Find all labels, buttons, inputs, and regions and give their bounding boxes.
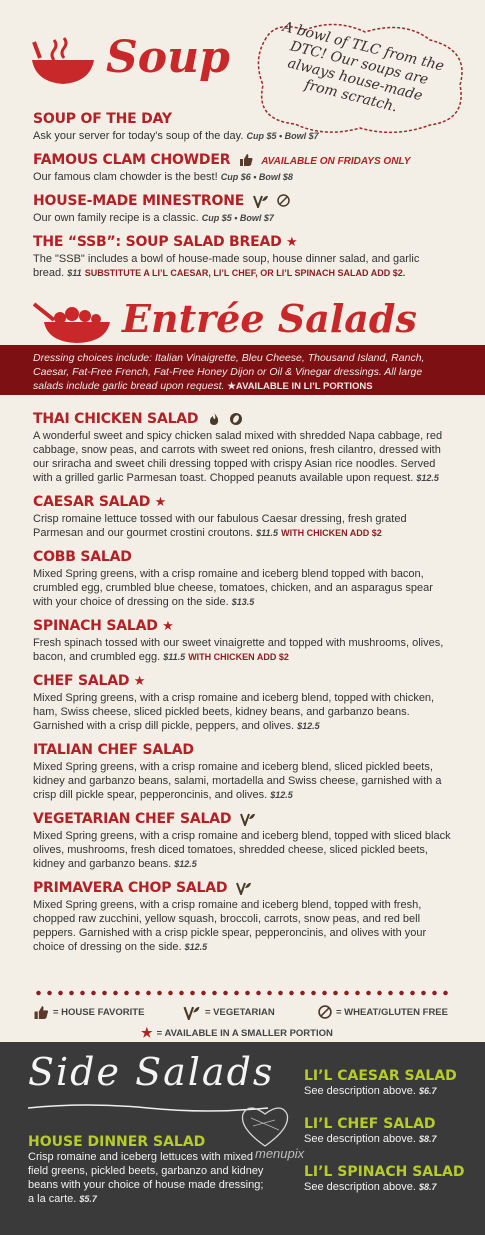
legend-gluten <box>318 1005 448 1019</box>
flourish-decoration <box>28 1102 268 1114</box>
gluten-free-icon <box>277 194 290 207</box>
entree-item <box>33 879 453 954</box>
entree-list <box>33 410 453 962</box>
smaller-portion-star-icon: ★ <box>162 618 174 633</box>
entree-item <box>33 741 453 802</box>
item-desc: Mixed Spring greens, with a crisp romaine and iceberg blend, sliced pickled beets, kidney and garbanzo beans, salami, mortadella and Swiss cheese, garnished with a crisp dill pickle spear, pepperoncinis, and olives. <box>33 761 442 801</box>
item-tag: AVAILABLE ON FRIDAYS ONLY <box>261 156 411 167</box>
item-desc: Mixed Spring greens, with a crisp romaine and iceberg blend, topped with chicken, ham, Swiss cheese, sliced pickled beets, kidney beans, and garbanzo beans. Garnished with a crisp dill pickle, peppers, and olives. <box>33 692 435 732</box>
item-desc: Our own family recipe is a classic. <box>33 212 199 224</box>
item-desc: See description above. <box>304 1181 416 1193</box>
entree-item <box>33 672 453 733</box>
item-price: $8.7 <box>418 1134 437 1144</box>
spicy-flame-icon <box>207 412 221 426</box>
smaller-portion-star-icon: ★ <box>154 494 167 509</box>
side-salads-title: Side Salads <box>28 1050 275 1094</box>
item-name: CHEF SALAD <box>33 673 130 689</box>
entree-item <box>33 617 453 664</box>
dressing-text: Dressing choices include: Italian Vinaigrette, Bleu Cheese, Thousand Island, Ranch, Caesar, Fat-Free French, Fat-Free Honey Dijon or Oil & Vinegar dressings. All large salads include garlic bread upon request. <box>33 352 425 392</box>
item-desc: The "SSB" includes a bowl of house-made soup, house dinner salad, and garlic bread. <box>33 253 420 279</box>
soup-title: Soup <box>106 32 230 83</box>
side-item <box>304 1068 474 1098</box>
item-price: $5.7 <box>79 1194 97 1204</box>
item-desc: Fresh spinach tossed with our sweet vinaigrette and topped with mushrooms, olives, bacon, and crumbled egg. <box>33 637 444 663</box>
item-price: Cup $5 • Bowl $7 <box>201 213 274 223</box>
soup-item <box>33 192 453 225</box>
smaller-portion-star-icon: ★ <box>285 234 298 249</box>
house-dinner-salad <box>28 1134 268 1206</box>
item-addon: WITH CHICKEN ADD $2 <box>188 652 289 662</box>
banner-avail: ★AVAILABLE IN LI’L PORTIONS <box>227 381 373 392</box>
vegetarian-icon <box>240 812 256 826</box>
item-desc: Mixed Spring greens, with a crisp romaine and iceberg blend, topped with fresh, chopped raw zucchini, yellow squash, broccoli, carrots, snow peas, and red bell peppers. Garnished with a crisp pickle spear, pepperoncinis, and olives with your choice of dressing on the side. <box>33 899 427 953</box>
item-price: $11 <box>67 268 82 278</box>
item-name: LI’L CHEF SALAD <box>304 1116 436 1132</box>
item-name: LI’L SPINACH SALAD <box>304 1164 465 1180</box>
item-desc: See description above. <box>304 1085 416 1097</box>
tlc-note: A bowl of TLC from the DTC! Our soups are always house-made from scratch. <box>280 18 446 116</box>
item-price: $8.7 <box>418 1182 437 1192</box>
item-price: $6.7 <box>418 1086 437 1096</box>
entree-header <box>30 296 470 346</box>
dotted-divider <box>33 990 453 996</box>
item-name: THAI CHICKEN SALAD <box>33 411 199 427</box>
item-name: SOUP OF THE DAY <box>33 111 172 127</box>
soup-item <box>33 233 453 280</box>
entree-item <box>33 493 453 540</box>
item-price: $13.5 <box>231 597 255 607</box>
entree-title: Entrée Salads <box>122 296 417 341</box>
item-name: VEGETARIAN CHEF SALAD <box>33 811 232 827</box>
item-price: $11.5 <box>163 652 186 662</box>
vegetarian-icon <box>183 1005 201 1020</box>
gluten-free-icon <box>318 1005 332 1019</box>
legend-favorite-label: = HOUSE FAVORITE <box>53 1006 145 1018</box>
soup-item <box>33 151 453 184</box>
vegetarian-icon <box>236 881 252 895</box>
item-price: Cup $6 • Bowl $8 <box>220 172 293 182</box>
dressing-banner <box>0 345 485 395</box>
legend-smaller-label: = AVAILABLE IN A SMALLER PORTION <box>156 1027 333 1039</box>
soup-header <box>30 30 260 90</box>
item-price: $12.5 <box>270 790 293 800</box>
item-name: PRIMAVERA CHOP SALAD <box>33 880 228 896</box>
item-name: FAMOUS CLAM CHOWDER <box>33 152 231 168</box>
side-item <box>304 1116 474 1146</box>
item-desc: Our famous clam chowder is the best! <box>33 171 218 183</box>
item-name: HOUSE-MADE MINESTRONE <box>33 193 245 209</box>
side-item <box>304 1164 474 1194</box>
item-addon: WITH CHICKEN ADD $2 <box>281 528 382 538</box>
item-name: CAESAR SALAD <box>33 494 151 510</box>
item-price: Cup $5 • Bowl $7 <box>246 131 319 141</box>
item-name: SPINACH SALAD <box>33 618 158 634</box>
item-name: HOUSE DINNER SALAD <box>28 1134 206 1150</box>
soup-item <box>33 110 453 143</box>
item-desc: A wonderful sweet and spicy chicken salad mixed with shredded Napa cabbage, red cabbage, snow peas, and carrots with sweet red onions, fresh cilantro, dressed with our sriracha and sweet chili dressing topped with crispy Asian rice noodles. Served with a grilled garlic Parmesan toast. Chopped peanuts available upon request. <box>33 430 443 484</box>
item-addon: SUBSTITUTE A LI’L CAESAR, LI’L CHEF, OR LI’L SPINACH SALAD ADD $2. <box>84 268 406 278</box>
item-price: $12.5 <box>184 942 208 952</box>
item-price: $12.5 <box>174 859 197 869</box>
heart-doodle-icon <box>235 1100 295 1150</box>
item-name: COBB SALAD <box>33 549 132 565</box>
item-desc: Ask your server for today's soup of the day. <box>33 130 244 142</box>
entree-item <box>33 810 453 871</box>
item-desc: Crisp romaine and iceberg lettuces with mixed field greens, pickled beets, garbanzo and kidney beans with your choice of house made dressing; a la carte. <box>28 1151 264 1205</box>
legend-favorite <box>33 1005 144 1019</box>
thumbs-up-icon <box>239 153 253 166</box>
thumbs-up-icon <box>33 1005 49 1019</box>
smaller-portion-star-icon: ★ <box>133 673 146 688</box>
soup-bowl-icon <box>30 36 96 86</box>
vegetarian-icon <box>253 194 269 208</box>
item-desc: Crisp romaine lettuce tossed with our fabulous Caesar dressing, fresh grated Parmesan and our gourmet crostini croutons. <box>33 513 407 539</box>
item-price: $12.5 <box>297 721 320 731</box>
peanut-icon <box>229 412 243 426</box>
smaller-portion-star-icon: ★ <box>141 1025 153 1040</box>
legend-vegetarian-label: = VEGETARIAN <box>205 1007 275 1018</box>
item-desc: Mixed Spring greens, with a crisp romaine and iceberg blend, topped with sliced black olives, mushrooms, fresh diced tomatoes, shredded cheese, sliced pickled beets, kidney and garbanzo beans. <box>33 830 451 870</box>
item-name: THE “SSB”: SOUP SALAD BREAD <box>33 234 282 250</box>
watermark: menupix <box>255 1146 305 1161</box>
item-desc: See description above. <box>304 1133 416 1145</box>
legend-smaller <box>141 1025 333 1041</box>
item-name: LI’L CAESAR SALAD <box>304 1068 457 1084</box>
item-price: $11.5 <box>256 528 279 538</box>
legend-gluten-label: = WHEAT/GLUTEN FREE <box>336 1006 448 1018</box>
legend-vegetarian <box>183 1005 275 1020</box>
item-price: $12.5 <box>416 473 439 483</box>
item-desc: Mixed Spring greens, with a crisp romaine and iceberg blend topped with bacon, crumbled egg, crumbled blue cheese, tomatoes, chicken, and an asparagus spear with your choice of dressing on the side. <box>33 568 433 608</box>
entree-item <box>33 548 453 609</box>
soup-list <box>33 110 453 288</box>
salad-bowl-icon <box>30 300 114 344</box>
item-name: ITALIAN CHEF SALAD <box>33 742 194 758</box>
entree-item <box>33 410 453 485</box>
